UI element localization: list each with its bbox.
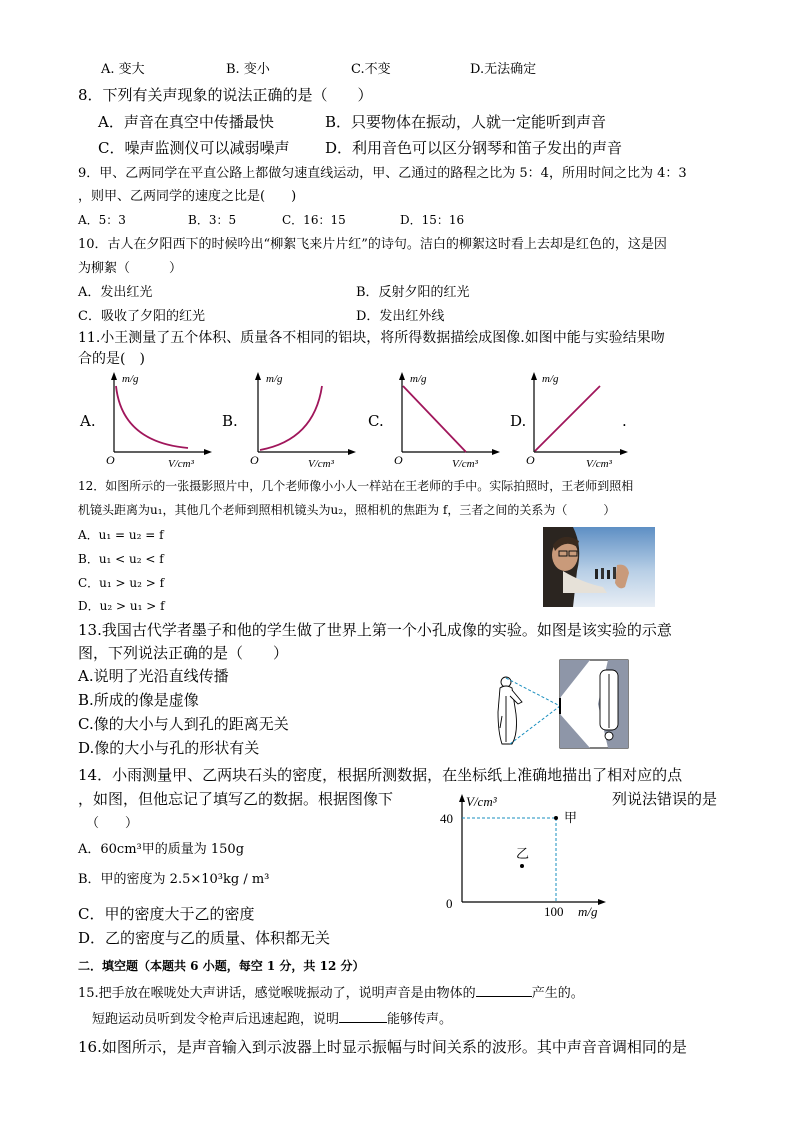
section2-title: 二．填空题（本题共 6 小题，每空 1 分，共 12 分） — [78, 959, 365, 973]
q7-option-a: A. 变大 — [101, 62, 145, 77]
q12-photo — [543, 527, 655, 607]
q11-b-origin: O — [250, 453, 259, 467]
q12-option-b: B．u₁ < u₂ < f — [78, 552, 164, 566]
q11-label-b: B. — [222, 412, 238, 430]
q15-line1-text-a: 15.把手放在喉咙处大声讲话，感觉喉咙振动了，说明声音是由物体的 — [78, 986, 476, 1001]
q12-line2: 机镜头距离为u₁，其他几个老师到照相机镜头为u₂，照相机的焦距为 f，三者之间的关系为（ ） — [78, 503, 616, 517]
q9-option-d: D．15：16 — [400, 213, 465, 227]
q10-option-a: A．发出红光 — [78, 285, 153, 300]
q13-pinhole-diagram — [488, 656, 638, 752]
q8-option-c: C．噪声监测仪可以减弱噪声 — [98, 139, 290, 157]
q8-option-a: A．声音在真空中传播最快 — [98, 113, 274, 131]
q9-line2: ，则甲、乙两同学的速度之比是( ) — [78, 189, 297, 204]
q12-line1: 12．如图所示的一张摄影照片中，几个老师像小小人一样站在王老师的手中。实际拍照时，王老师到照相 — [78, 479, 634, 493]
q9-line1: 9．甲、乙两同学在平直公路上都做匀速直线运动，甲、乙通过的路程之比为 5：4，所用时间之比为 4：3 — [78, 166, 687, 181]
q9-option-a: A．5：3 — [78, 213, 126, 227]
q7-option-b: B. 变小 — [226, 62, 270, 77]
q13-option-a: A.说明了光沿直线传播 — [78, 667, 229, 685]
q9-option-b: B．3：5 — [188, 213, 237, 227]
q11-line-d — [535, 386, 600, 451]
q11-curve-b — [260, 386, 322, 450]
q11-a-ylabel: m/g — [122, 373, 139, 385]
q14-line1: 14．小雨测量甲、乙两块石头的密度，根据所测数据，在坐标纸上准确地描出了相对应的点 — [78, 766, 683, 784]
q14-label-yi: 乙 — [516, 847, 530, 862]
inverted-image — [600, 670, 618, 740]
q13-option-d: D.像的大小与孔的形状有关 — [78, 739, 260, 757]
q11-label-a: A. — [80, 412, 96, 430]
q11-c-xlabel: V/cm³ — [452, 458, 478, 470]
q11-d-ylabel: m/g — [542, 373, 559, 385]
q14-ylabel: V/cm³ — [466, 794, 497, 809]
q11-c-ylabel: m/g — [410, 373, 427, 385]
q11-c-origin: O — [394, 453, 403, 467]
q8-stem: 8．下列有关声现象的说法正确的是（ ） — [78, 86, 373, 104]
q11-line1: 11.小王测量了五个体积、质量各不相同的铝块，将所得数据描绘成图像.如图中能与实验结果吻 — [78, 330, 665, 346]
q11-label-d: D. — [510, 412, 527, 430]
q10-option-c: C．吸收了夕阳的红光 — [78, 309, 205, 324]
q14-graph — [438, 792, 614, 920]
q14-ytick: 40 — [440, 811, 453, 826]
q7-option-d: D.无法确定 — [470, 62, 537, 77]
q13-option-c: C.像的大小与人到孔的距离无关 — [78, 715, 289, 733]
q11-curve-a — [116, 386, 188, 448]
q7-option-c: C.不变 — [351, 62, 391, 77]
person-figure — [498, 677, 522, 744]
q10-option-d: D．发出红外线 — [356, 309, 445, 324]
q14-xtick: 100 — [544, 904, 564, 919]
q15-line1-text-b: 产生的。 — [531, 986, 584, 1001]
q11-b-xlabel: V/cm³ — [308, 458, 334, 470]
q11-b-ylabel: m/g — [266, 373, 283, 385]
q15-blank-2[interactable] — [339, 1022, 387, 1023]
q15-line2-text-b: 能够传声。 — [387, 1012, 453, 1027]
q12-option-c: C．u₁ > u₂ > f — [78, 576, 165, 590]
q16-line1: 16.如图所示，是声音输入到示波器上时显示振幅与时间关系的波形。其中声音音调相同的是 — [78, 1038, 687, 1056]
q15-line1 — [78, 987, 584, 1002]
q12-option-d: D．u₂ > u₁ > f — [78, 599, 165, 613]
q15-blank-1[interactable] — [476, 996, 532, 997]
q11-graph-b — [248, 372, 358, 470]
q15-line2-text-a: 短跑运动员听到发令枪声后迅速起跑，说明 — [92, 1012, 340, 1027]
q12-option-a: A．u₁ = u₂ = f — [78, 528, 164, 542]
q11-label-c: C. — [368, 412, 384, 430]
q11-graph-d — [524, 372, 634, 470]
q11-line2: 合的是( ) — [78, 351, 145, 367]
q14-label-jia: 甲 — [564, 811, 578, 826]
q8-option-d: D．利用音色可以区分钢琴和笛子发出的声音 — [325, 139, 623, 157]
point-yi — [520, 864, 524, 868]
q11-end-dot: . — [622, 412, 627, 430]
q11-line-c — [403, 386, 466, 452]
q14-origin: 0 — [446, 896, 453, 911]
point-jia — [554, 816, 558, 820]
q11-graph-c — [392, 372, 502, 470]
q14-xlabel: m/g — [578, 904, 598, 919]
q14-option-c: C．甲的密度大于乙的密度 — [78, 905, 255, 923]
q14-option-a: A．60cm³甲的质量为 150g — [78, 842, 245, 857]
q14-line3: （ ） — [86, 816, 139, 831]
q13-line2: 图，下列说法正确的是（ ） — [78, 644, 289, 662]
q8-option-b: B．只要物体在振动，人就一定能听到声音 — [325, 113, 607, 131]
q13-line1: 13.我国古代学者墨子和他的学生做了世界上第一个小孔成像的实验。如图是该实验的示意 — [78, 621, 672, 639]
q10-line2: 为柳絮（ ） — [78, 261, 183, 276]
q11-d-xlabel: V/cm³ — [586, 458, 612, 470]
q15-line2 — [92, 1013, 452, 1028]
q13-option-b: B.所成的像是虚像 — [78, 691, 199, 709]
q11-d-origin: O — [526, 453, 535, 467]
q9-option-c: C．16：15 — [282, 213, 346, 227]
q14-line2b: 列说法错误的是 — [612, 790, 718, 808]
q11-a-xlabel: V/cm³ — [168, 458, 194, 470]
q11-graph-a — [104, 372, 214, 470]
q14-option-b: B．甲的密度为 2.5×10³kg / m³ — [78, 872, 270, 887]
q14-option-d: D．乙的密度与乙的质量、体积都无关 — [78, 929, 331, 947]
q14-line2a: ，如图，但他忘记了填写乙的数据。根据图像下 — [78, 790, 394, 808]
q11-a-origin: O — [106, 453, 115, 467]
q10-option-b: B．反射夕阳的红光 — [356, 285, 470, 300]
q10-line1: 10．古人在夕阳西下的时候吟出“柳絮飞来片片红”的诗句。洁白的柳絮这时看上去却是红色的，这是因 — [78, 237, 667, 252]
